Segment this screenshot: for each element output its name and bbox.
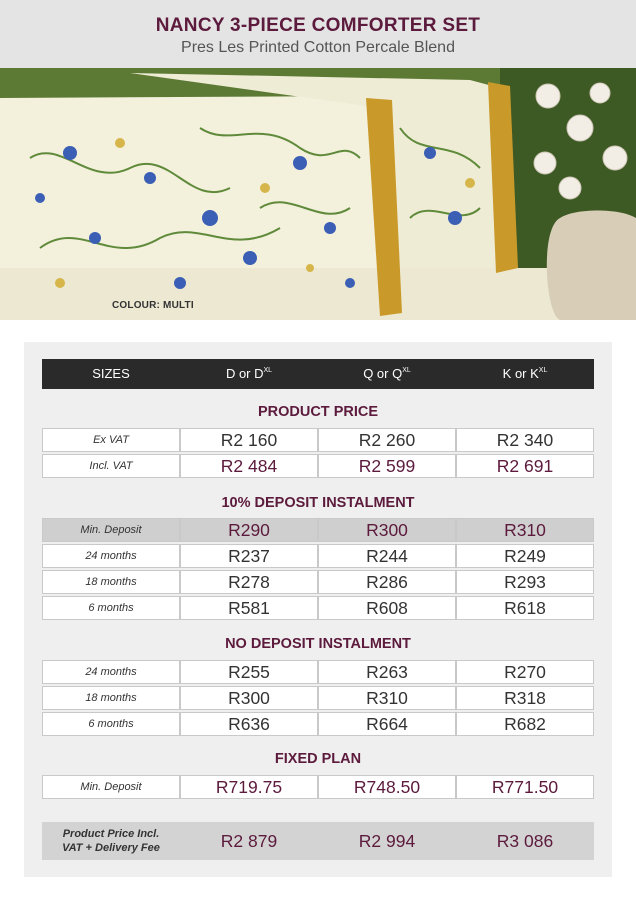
page-header bbox=[0, 0, 636, 68]
bedding-photo-illustration bbox=[0, 68, 636, 320]
total-price-cell: R2 994 bbox=[358, 831, 416, 851]
price-cell: R2 340 bbox=[456, 428, 594, 452]
price-cell: R581 bbox=[180, 596, 318, 620]
header-sizes-label: SIZES bbox=[92, 366, 130, 381]
row-label: 24 months bbox=[42, 660, 180, 684]
table-row bbox=[42, 660, 594, 686]
table-row bbox=[42, 518, 594, 544]
table-row bbox=[42, 454, 594, 480]
price-cell: R2 160 bbox=[180, 428, 318, 452]
table-row bbox=[42, 712, 594, 738]
price-cell: R255 bbox=[180, 660, 318, 684]
header-size-q bbox=[318, 359, 456, 389]
price-cell: R618 bbox=[456, 596, 594, 620]
header-size-k bbox=[456, 359, 594, 389]
price-cell: R290 bbox=[180, 518, 318, 542]
row-label: 6 months bbox=[42, 596, 180, 620]
pricing-table bbox=[24, 342, 612, 877]
price-cell: R249 bbox=[456, 544, 594, 568]
price-cell: R318 bbox=[456, 686, 594, 710]
section-title-deposit-instalment: 10% DEPOSIT INSTALMENT bbox=[221, 495, 415, 511]
header-size-q-label: Q or Q bbox=[363, 366, 403, 381]
total-price-cell: R2 879 bbox=[220, 831, 278, 851]
price-cell: R664 bbox=[318, 712, 456, 736]
table-header-row bbox=[42, 359, 594, 389]
price-cell: R748.50 bbox=[318, 775, 456, 799]
row-label: Min. Deposit bbox=[42, 518, 180, 542]
price-cell: R286 bbox=[318, 570, 456, 594]
price-cell: R300 bbox=[180, 686, 318, 710]
row-label: 18 months bbox=[42, 686, 180, 710]
header-size-d-sup: XL bbox=[263, 367, 273, 374]
section-title-no-deposit-instalment: NO DEPOSIT INSTALMENT bbox=[225, 636, 411, 652]
product-image bbox=[0, 68, 636, 320]
row-label: Incl. VAT bbox=[42, 454, 180, 478]
price-cell: R719.75 bbox=[180, 775, 318, 799]
section-title-product-price: PRODUCT PRICE bbox=[257, 404, 379, 420]
price-cell: R270 bbox=[456, 660, 594, 684]
row-label: 6 months bbox=[42, 712, 180, 736]
table-row bbox=[42, 596, 594, 622]
row-label: Ex VAT bbox=[42, 428, 180, 452]
table-row bbox=[42, 544, 594, 570]
header-sizes bbox=[42, 359, 180, 389]
price-cell: R2 260 bbox=[318, 428, 456, 452]
product-title: NANCY 3-PIECE COMFORTER SET bbox=[155, 15, 481, 36]
table-row bbox=[42, 686, 594, 712]
price-cell: R2 484 bbox=[180, 454, 318, 478]
total-label-line2: VAT + Delivery Fee bbox=[62, 842, 160, 854]
price-cell: R2 599 bbox=[318, 454, 456, 478]
total-row bbox=[42, 822, 594, 860]
product-subtitle: Pres Les Printed Cotton Percale Blend bbox=[181, 39, 455, 56]
row-label: Min. Deposit bbox=[42, 775, 180, 799]
price-cell: R771.50 bbox=[456, 775, 594, 799]
row-label: 24 months bbox=[42, 544, 180, 568]
price-cell: R263 bbox=[318, 660, 456, 684]
price-cell: R300 bbox=[318, 518, 456, 542]
header-size-q-sup: XL bbox=[402, 367, 411, 374]
table-row bbox=[42, 775, 594, 801]
price-cell: R310 bbox=[318, 686, 456, 710]
total-label-line1: Product Price Incl. bbox=[62, 828, 160, 840]
header-size-k-sup: XL bbox=[538, 367, 548, 374]
colour-label: COLOUR: MULTI bbox=[112, 300, 194, 311]
header-size-d bbox=[180, 359, 318, 389]
section-title-fixed-plan: FIXED PLAN bbox=[274, 751, 362, 767]
price-cell: R244 bbox=[318, 544, 456, 568]
price-cell: R682 bbox=[456, 712, 594, 736]
row-label: 18 months bbox=[42, 570, 180, 594]
price-cell: R608 bbox=[318, 596, 456, 620]
table-row bbox=[42, 428, 594, 454]
price-cell: R278 bbox=[180, 570, 318, 594]
price-cell: R2 691 bbox=[456, 454, 594, 478]
total-label bbox=[42, 827, 180, 855]
total-price-cell: R3 086 bbox=[496, 831, 554, 851]
price-cell: R310 bbox=[456, 518, 594, 542]
price-cell: R237 bbox=[180, 544, 318, 568]
price-cell: R636 bbox=[180, 712, 318, 736]
header-size-d-label: D or D bbox=[225, 366, 264, 381]
price-cell: R293 bbox=[456, 570, 594, 594]
header-size-k-label: K or K bbox=[502, 366, 539, 381]
table-row bbox=[42, 570, 594, 596]
